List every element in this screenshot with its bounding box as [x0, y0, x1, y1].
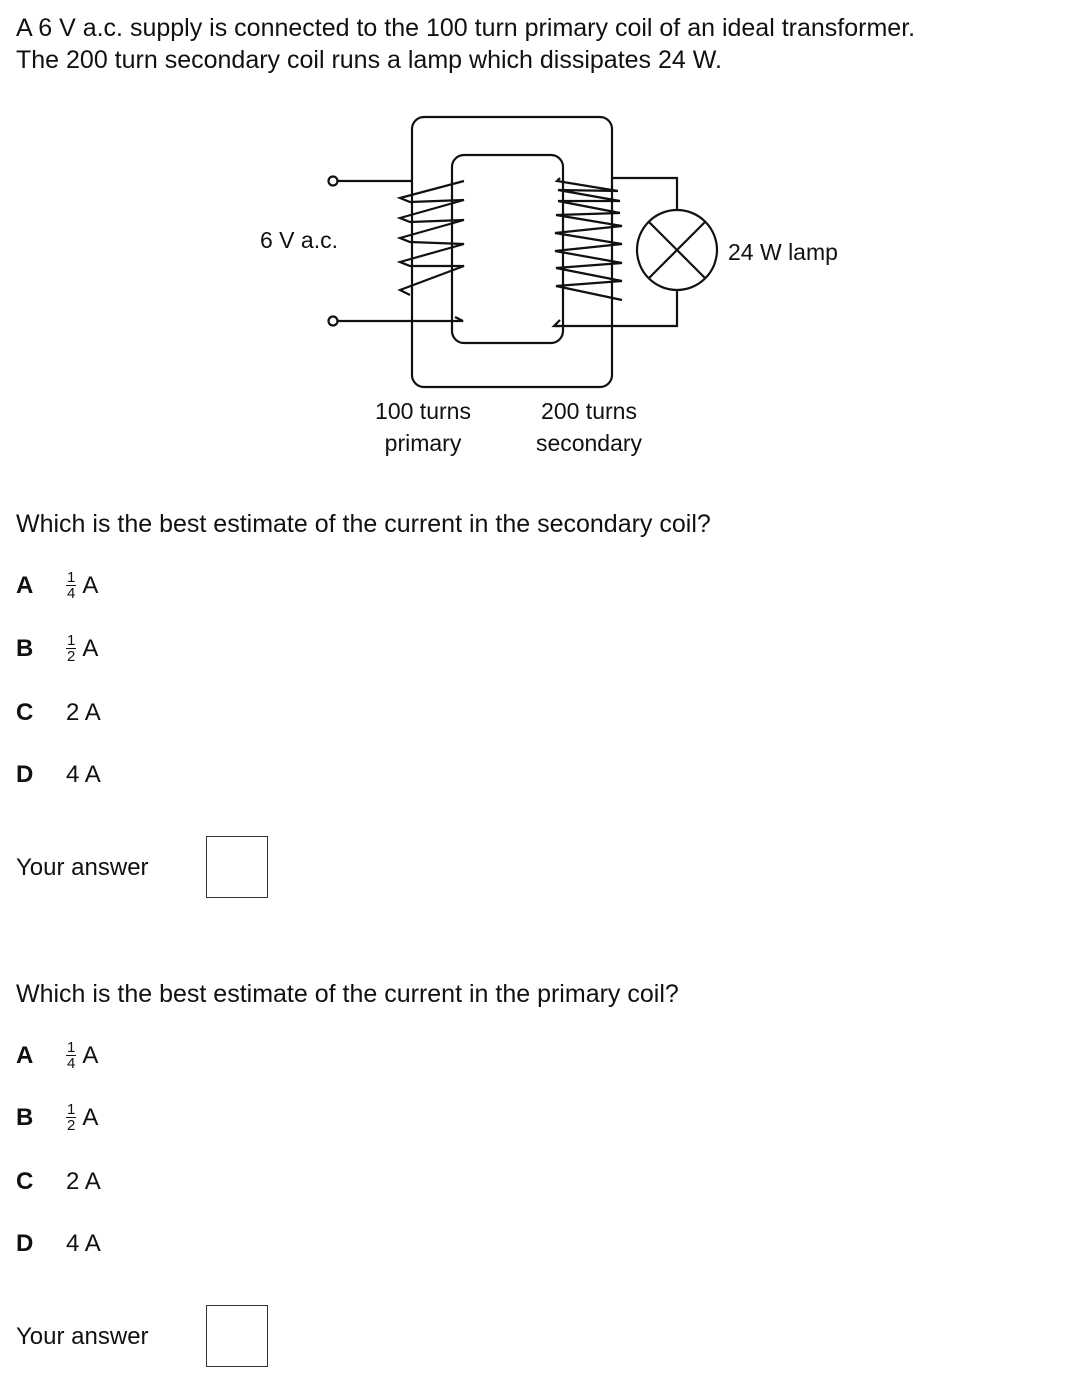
- question-2-text: Which is the best estimate of the current in the primary coil?: [16, 980, 679, 1008]
- denominator: 2: [67, 1117, 76, 1134]
- unit: A: [82, 1041, 99, 1069]
- secondary-turns: 200 turns: [541, 398, 637, 424]
- option-letter: B: [16, 634, 34, 662]
- option-letter: A: [16, 571, 34, 599]
- intro-line-2: The 200 turn secondary coil runs a lamp which dissipates 24 W.: [16, 46, 722, 74]
- option-value: 4 A: [66, 1230, 101, 1257]
- lamp-label: 24 W lamp: [728, 239, 838, 265]
- option-value: 2 A: [66, 1168, 101, 1195]
- option-letter: D: [16, 1230, 34, 1257]
- option-letter: B: [16, 1103, 34, 1131]
- option-letter: C: [16, 699, 34, 726]
- option-letter: A: [16, 1041, 34, 1069]
- primary-turns: 100 turns: [375, 398, 471, 424]
- q1-option-d[interactable]: [16, 761, 101, 789]
- q1-option-a[interactable]: [16, 570, 98, 601]
- q2-option-b[interactable]: [16, 1102, 98, 1133]
- option-value: 2 A: [66, 699, 101, 726]
- q1-option-c[interactable]: [16, 699, 101, 727]
- secondary-label: secondary: [535, 430, 643, 456]
- q2-option-d[interactable]: [16, 1230, 101, 1258]
- q1-answer-box[interactable]: [206, 836, 268, 898]
- numerator: 1: [67, 1101, 76, 1118]
- terminal-bottom: [329, 317, 338, 326]
- question-1-text: Which is the best estimate of the current in the secondary coil?: [16, 510, 711, 538]
- q1-option-b[interactable]: [16, 633, 98, 664]
- q1-answer-label: Your answer: [16, 854, 149, 881]
- lamp-cross: [649, 222, 705, 278]
- terminal-top: [329, 177, 338, 186]
- unit: A: [82, 634, 99, 662]
- unit: A: [82, 571, 99, 599]
- fraction: [66, 1102, 76, 1133]
- primary-coil: [400, 181, 464, 295]
- numerator: 1: [67, 632, 76, 649]
- fraction: [66, 1040, 76, 1071]
- intro-line-1: A 6 V a.c. supply is connected to the 100 turn primary coil of an ideal transformer.: [16, 14, 916, 42]
- q2-answer-label: Your answer: [16, 1323, 149, 1350]
- denominator: 2: [67, 648, 76, 665]
- q2-answer-box[interactable]: [206, 1305, 268, 1367]
- fraction: [66, 570, 76, 601]
- fraction: [66, 633, 76, 664]
- inner-core: [452, 155, 563, 343]
- numerator: 1: [67, 569, 76, 586]
- option-letter: C: [16, 1168, 34, 1195]
- option-letter: D: [16, 761, 34, 788]
- q2-option-a[interactable]: [16, 1040, 98, 1071]
- q2-option-c[interactable]: [16, 1168, 101, 1196]
- denominator: 4: [67, 585, 76, 602]
- transformer-diagram: [0, 0, 1076, 470]
- outer-core: [412, 117, 612, 387]
- primary-wire-bottom: [338, 317, 464, 321]
- unit: A: [82, 1103, 99, 1131]
- option-value: 4 A: [66, 761, 101, 788]
- denominator: 4: [67, 1055, 76, 1072]
- numerator: 1: [67, 1039, 76, 1056]
- supply-label: 6 V a.c.: [260, 227, 338, 253]
- primary-label: primary: [384, 430, 462, 456]
